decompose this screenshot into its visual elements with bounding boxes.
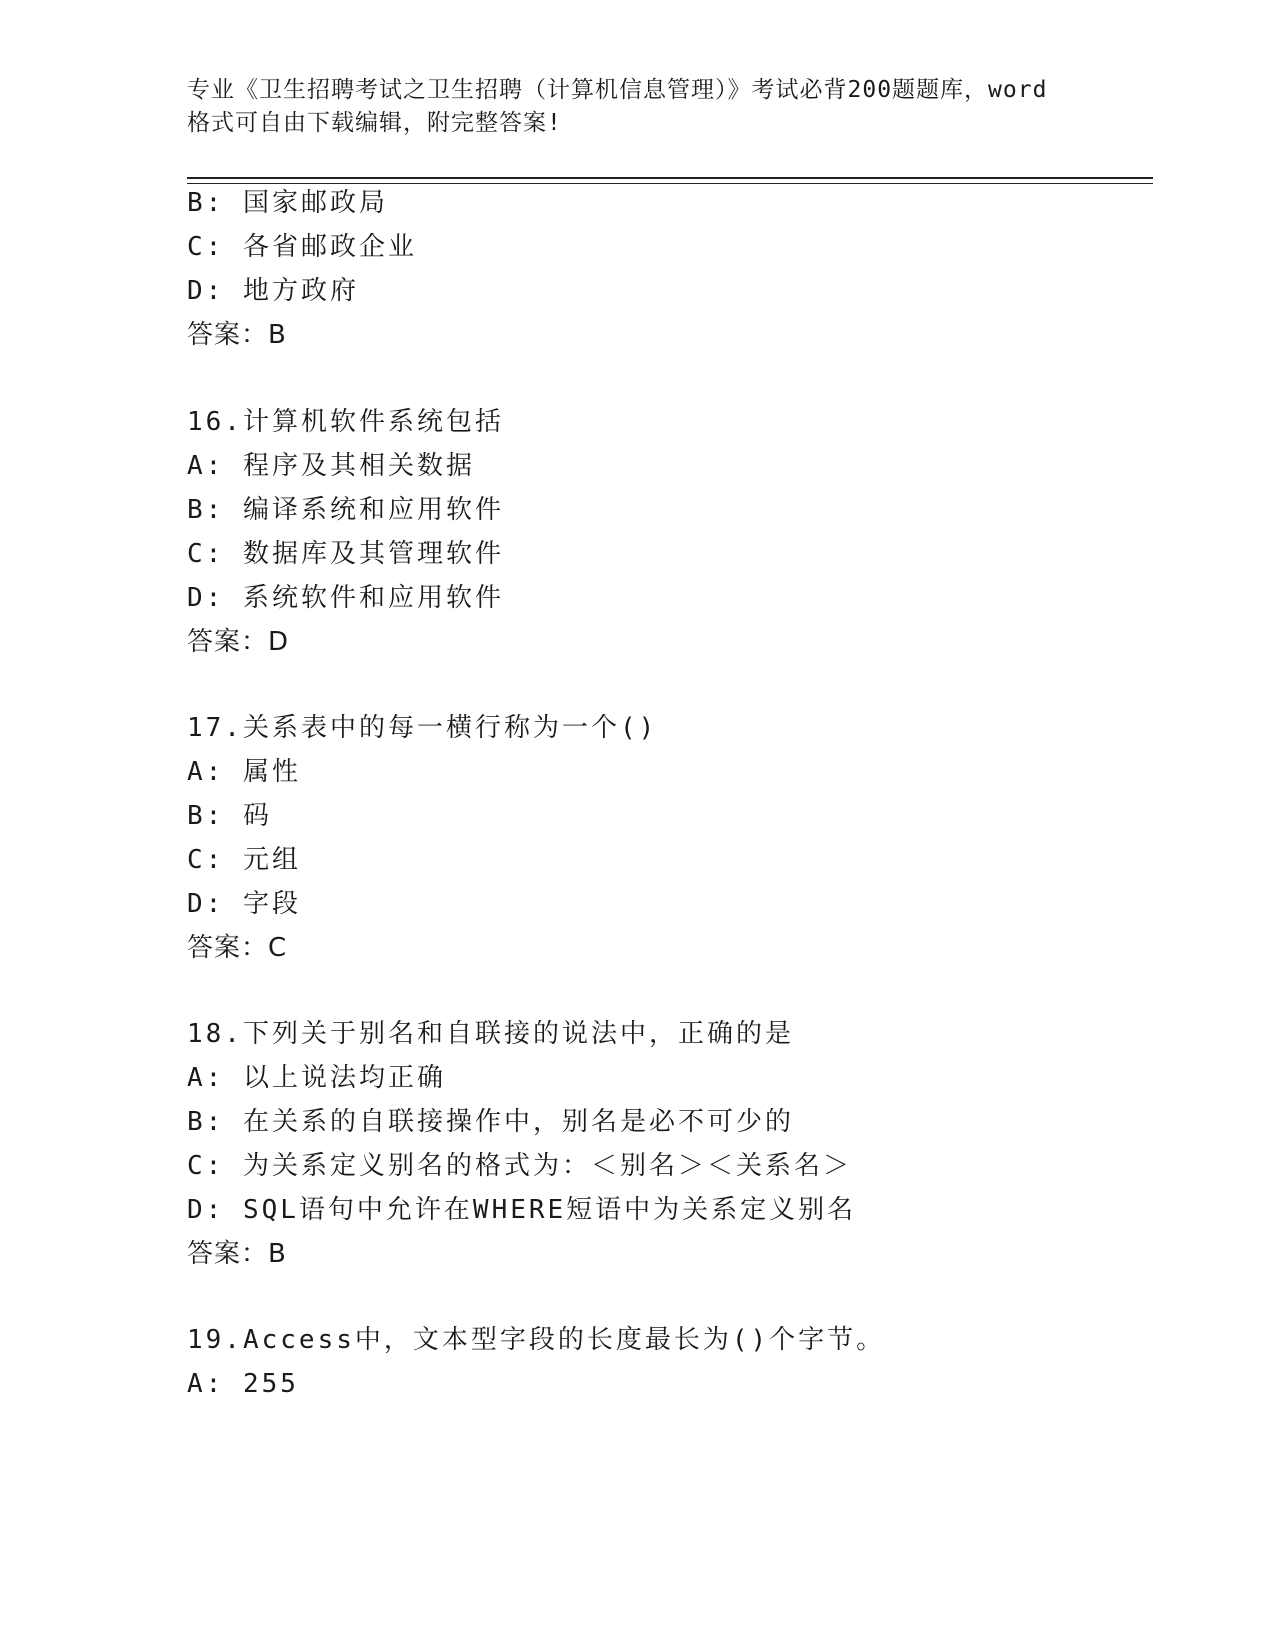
- q17-option-d: D: 字段: [187, 889, 301, 919]
- q18-answer: 答案：B: [187, 1239, 287, 1269]
- q16-question: 16.计算机软件系统包括: [187, 407, 504, 437]
- q16-option-d: D: 系统软件和应用软件: [187, 583, 504, 613]
- q19-option-a: A: 255: [187, 1369, 299, 1399]
- q18-question: 18.下列关于别名和自联接的说法中，正确的是: [187, 1019, 794, 1049]
- q15-answer: 答案：B: [187, 320, 287, 350]
- q18-option-d: D: SQL语句中允许在WHERE短语中为关系定义别名: [187, 1195, 857, 1225]
- q17-question: 17.关系表中的每一横行称为一个(): [187, 713, 658, 743]
- q15-option-d: D: 地方政府: [187, 276, 359, 306]
- q17-option-c: C: 元组: [187, 845, 301, 875]
- q16-option-a: A: 程序及其相关数据: [187, 451, 475, 481]
- header-line-1: 专业《卫生招聘考试之卫生招聘（计算机信息管理）》考试必背200题题库，word: [187, 77, 1048, 103]
- q15-option-b: B: 国家邮政局: [187, 188, 388, 218]
- header-divider-bottom: [187, 183, 1153, 184]
- q15-option-c: C: 各省邮政企业: [187, 232, 417, 262]
- q17-option-b: B: 码: [187, 801, 272, 831]
- q16-option-c: C: 数据库及其管理软件: [187, 539, 504, 569]
- q18-option-b: B: 在关系的自联接操作中，别名是必不可少的: [187, 1107, 794, 1137]
- header-line-2: 格式可自由下载编辑，附完整答案!: [187, 110, 562, 136]
- q17-option-a: A: 属性: [187, 757, 301, 787]
- document-header: [187, 74, 1087, 140]
- q16-option-b: B: 编译系统和应用软件: [187, 495, 504, 525]
- q18-option-c: C: 为关系定义别名的格式为：＜别名＞＜关系名＞: [187, 1151, 852, 1181]
- q18-option-a: A: 以上说法均正确: [187, 1063, 446, 1093]
- header-divider-top: [187, 177, 1153, 179]
- q19-question: 19.Access中，文本型字段的长度最长为()个字节。: [187, 1325, 886, 1355]
- q16-answer: 答案：D: [187, 627, 290, 657]
- q17-answer: 答案：C: [187, 933, 288, 963]
